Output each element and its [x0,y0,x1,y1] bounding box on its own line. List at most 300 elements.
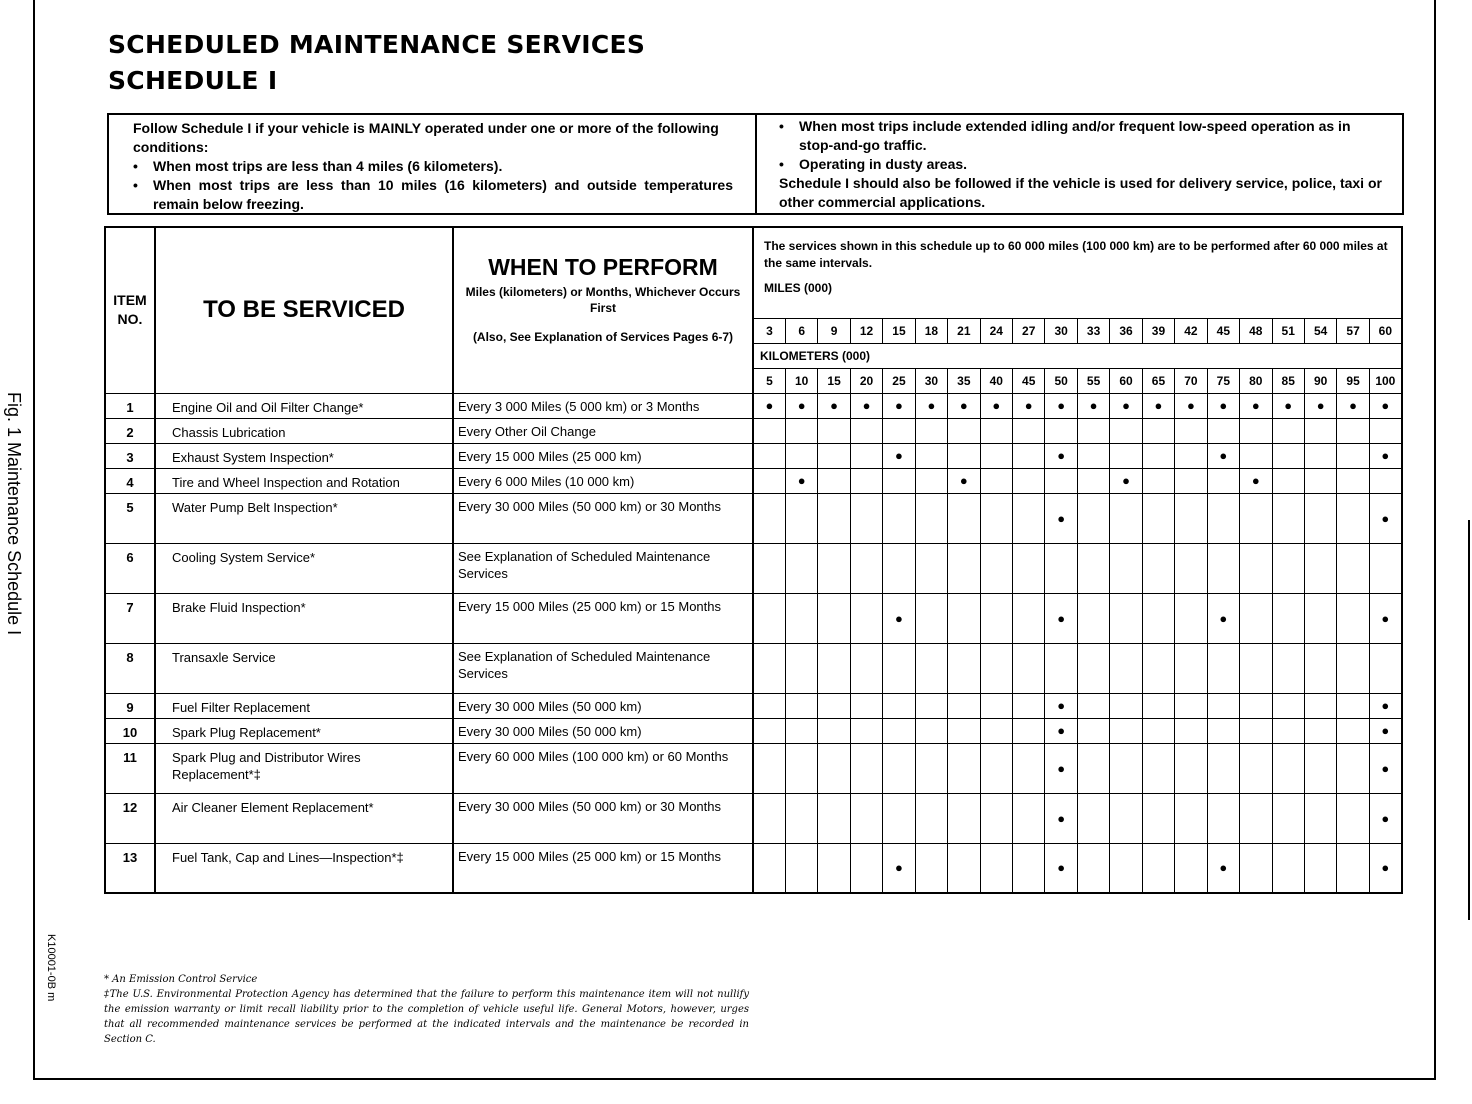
schedule-cell [948,743,980,793]
service-due-mark: ● [1186,398,1195,413]
condition-text: Operating in dusty areas. [799,156,968,172]
schedule-cell [850,468,882,493]
schedule-cell [753,393,785,418]
service-name: Spark Plug and Distributor Wires Replacement*‡ [155,743,453,793]
schedule-cell [1142,393,1174,418]
schedule-cell [1175,843,1207,893]
schedule-cell [980,718,1012,743]
schedule-cell [1207,468,1239,493]
miles-tick: 33 [1077,318,1109,343]
page-frame-left [33,0,35,1080]
service-due-mark: ● [1057,760,1066,776]
condition-text: When most trips are less than 4 miles (6 kilometers). [153,158,503,174]
schedule-cell [883,793,915,843]
schedule-cell [1013,718,1045,743]
schedule-cell [1175,718,1207,743]
service-due-mark: ● [1284,398,1293,413]
kilometers-label: KILOMETERS (000) [753,343,1402,368]
schedule-cell [818,443,850,468]
schedule-cell [753,543,785,593]
schedule-cell [915,543,947,593]
service-interval: Every 6 000 Miles (10 000 km) [453,468,753,493]
service-due-mark: ● [797,398,806,413]
schedule-cell [1175,443,1207,468]
schedule-cell [1013,443,1045,468]
condition-bullet [779,155,1382,174]
schedule-cell [915,643,947,693]
service-name: Chassis Lubrication [155,418,453,443]
schedule-cell [818,493,850,543]
schedule-cell [1240,743,1272,793]
schedule-cell [1175,468,1207,493]
item-number: 12 [105,793,155,843]
schedule-cell [883,443,915,468]
schedule-cell [1240,718,1272,743]
schedule-cell [818,693,850,718]
schedule-cell [753,793,785,843]
item-number: 4 [105,468,155,493]
kilometers-tick: 10 [785,368,817,393]
schedule-cell [1369,643,1402,693]
schedule-cell [850,693,882,718]
service-interval: Every 30 000 Miles (50 000 km) [453,718,753,743]
schedule-cell [1045,468,1077,493]
schedule-cell [1142,593,1174,643]
item-number: 6 [105,543,155,593]
item-number: 9 [105,693,155,718]
schedule-cell [1013,543,1045,593]
item-number: 3 [105,443,155,468]
schedule-cell [1110,468,1142,493]
schedule-cell [1337,468,1369,493]
kilometers-tick: 30 [915,368,947,393]
schedule-cell [1207,693,1239,718]
service-name: Water Pump Belt Inspection* [155,493,453,543]
when-to-perform-subtitle: Miles (kilometers) or Months, Whichever Occurs First [465,285,741,315]
schedule-cell [1207,393,1239,418]
schedule-cell [980,793,1012,843]
service-interval: Every 15 000 Miles (25 000 km) or 15 Months [453,593,753,643]
service-due-mark: ● [1316,398,1325,413]
service-due-mark: ● [1251,398,1260,413]
schedule-cell [1175,593,1207,643]
condition-bullet [133,176,733,214]
schedule-cell [1337,843,1369,893]
service-due-mark: ● [895,398,903,413]
schedule-cell [818,418,850,443]
miles-tick: 24 [980,318,1012,343]
service-due-mark: ● [1381,760,1390,776]
schedule-cell [1077,593,1109,643]
schedule-cell [785,418,817,443]
schedule-cell [818,393,850,418]
schedule-cell [1337,718,1369,743]
service-due-mark: ● [1122,473,1130,488]
service-due-mark: ● [1057,860,1066,876]
service-due-mark: ● [1219,610,1228,626]
page-frame-bottom [33,1078,1436,1080]
table-row [105,743,1402,793]
miles-label: MILES (000) [764,281,833,295]
schedule-cell [1304,743,1336,793]
service-due-mark: ● [895,610,903,626]
conditions-box [107,113,1404,215]
service-name: Transaxle Service [155,643,453,693]
item-number: 13 [105,843,155,893]
schedule-cell [1013,793,1045,843]
schedule-cell [1077,443,1109,468]
schedule-cell [948,693,980,718]
schedule-cell [1142,643,1174,693]
schedule-cell [915,493,947,543]
schedule-cell [1240,693,1272,718]
condition-text: When most trips are less than 10 miles (16 kilometers) and outside temperatures remain below freezing. [153,177,733,212]
schedule-cell [785,643,817,693]
schedule-cell [785,543,817,593]
service-due-mark: ● [797,473,806,488]
page-frame-right [1434,0,1436,1080]
schedule-cell [1110,493,1142,543]
service-interval: Every 60 000 Miles (100 000 km) or 60 Months [453,743,753,793]
schedule-cell [1304,643,1336,693]
schedule-cell [1110,718,1142,743]
schedule-cell [1110,843,1142,893]
schedule-cell [1077,718,1109,743]
miles-tick: 45 [1207,318,1239,343]
kilometers-tick: 5 [753,368,785,393]
schedule-cell [1240,543,1272,593]
schedule-cell [818,843,850,893]
schedule-cell [948,793,980,843]
schedule-cell [1304,418,1336,443]
service-due-mark: ● [1251,473,1260,488]
schedule-cell [1077,643,1109,693]
schedule-cell [1013,418,1045,443]
miles-tick: 9 [818,318,850,343]
service-due-mark: ● [1057,723,1066,738]
schedule-cell [753,718,785,743]
schedule-cell [1013,468,1045,493]
schedule-cell [1013,593,1045,643]
schedule-cell [1045,693,1077,718]
schedule-cell [1175,793,1207,843]
schedule-cell [1110,693,1142,718]
service-interval: Every 30 000 Miles (50 000 km) [453,693,753,718]
schedule-cell [1175,643,1207,693]
service-due-mark: ● [1349,398,1358,413]
schedule-cell [1013,493,1045,543]
service-interval: Every 30 000 Miles (50 000 km) or 30 Months [453,793,753,843]
table-row [105,543,1402,593]
kilometers-tick: 70 [1175,368,1207,393]
footnotes [104,972,749,1047]
schedule-cell [915,743,947,793]
schedule-cell [1207,493,1239,543]
schedule-cell [883,593,915,643]
schedule-title: SCHEDULE I [108,66,278,95]
service-due-mark: ● [927,398,936,413]
service-due-mark: ● [895,448,903,463]
service-due-mark: ● [1381,723,1390,738]
service-name: Fuel Filter Replacement [155,693,453,718]
schedule-cell [1337,543,1369,593]
schedule-cell [915,418,947,443]
schedule-cell [785,793,817,843]
schedule-cell [915,793,947,843]
schedule-cell [1077,418,1109,443]
schedule-cell [1077,468,1109,493]
schedule-cell [1077,543,1109,593]
service-due-mark: ● [895,860,903,876]
schedule-cell [980,393,1012,418]
schedule-cell [1240,593,1272,643]
service-name: Air Cleaner Element Replacement* [155,793,453,843]
schedule-cell [1369,393,1402,418]
service-name: Exhaust System Inspection* [155,443,453,468]
service-due-mark: ● [1122,398,1130,413]
schedule-cell [1337,493,1369,543]
schedule-cell [1369,443,1402,468]
schedule-cell [980,543,1012,593]
schedule-cell [1175,393,1207,418]
schedule-cell [1142,718,1174,743]
schedule-cell [1304,793,1336,843]
schedule-cell [1077,493,1109,543]
schedule-cell [1207,418,1239,443]
schedule-cell [1207,643,1239,693]
schedule-cell [1077,693,1109,718]
schedule-cell [785,718,817,743]
service-due-mark: ● [1219,860,1228,876]
schedule-cell [753,643,785,693]
schedule-cell [1304,593,1336,643]
service-due-mark: ● [992,398,1001,413]
schedule-cell [1337,743,1369,793]
schedule-cell [980,593,1012,643]
schedule-cell [850,543,882,593]
schedule-cell [1272,418,1304,443]
service-due-mark: ● [1381,398,1390,413]
schedule-cell [850,443,882,468]
schedule-cell [1240,643,1272,693]
item-number: 1 [105,393,155,418]
bullet-icon: • [779,118,784,134]
schedule-cell [1142,468,1174,493]
service-interval: See Explanation of Scheduled Maintenance Services [453,643,753,693]
schedule-cell [1240,418,1272,443]
schedule-cell [948,468,980,493]
schedule-cell [1142,743,1174,793]
schedule-cell [850,493,882,543]
schedule-cell [1045,393,1077,418]
schedule-cell [883,393,915,418]
service-name: Brake Fluid Inspection* [155,593,453,643]
kilometers-tick: 35 [948,368,980,393]
schedule-cell [753,493,785,543]
schedule-cell [1337,593,1369,643]
bullet-icon: • [133,158,138,174]
schedule-cell [1304,843,1336,893]
service-due-mark: ● [1089,398,1098,413]
schedule-cell [1369,693,1402,718]
schedule-cell [980,693,1012,718]
kilometers-tick: 20 [850,368,882,393]
schedule-cell [785,693,817,718]
maintenance-schedule-table [104,226,1403,894]
miles-tick: 36 [1110,318,1142,343]
schedule-cell [1369,793,1402,843]
schedule-cell [1110,793,1142,843]
schedule-cell [1240,468,1272,493]
schedule-cell [915,718,947,743]
service-interval: Every 3 000 Miles (5 000 km) or 3 Months [453,393,753,418]
schedule-cell [980,418,1012,443]
item-number: 10 [105,718,155,743]
schedule-cell [1175,493,1207,543]
schedule-cell [1272,793,1304,843]
schedule-cell [785,468,817,493]
schedule-cell [1304,393,1336,418]
schedule-cell [948,593,980,643]
schedule-cell [1369,543,1402,593]
service-due-mark: ● [1057,448,1066,463]
schedule-cell [1110,543,1142,593]
service-due-mark: ● [862,398,871,413]
schedule-cell [1337,793,1369,843]
schedule-cell [1013,743,1045,793]
schedule-cell [948,493,980,543]
schedule-cell [1142,843,1174,893]
schedule-cell [883,543,915,593]
schedule-cell [1142,793,1174,843]
page-title: SCHEDULED MAINTENANCE SERVICES [108,30,646,59]
see-explanation-note: (Also, See Explanation of Services Pages 6-7) [472,330,734,344]
schedule-cell [1337,643,1369,693]
schedule-cell [785,443,817,468]
schedule-cell [948,418,980,443]
schedule-cell [1272,843,1304,893]
schedule-cell [883,418,915,443]
epa-footnote: ‡The U.S. Environmental Protection Agency has determined that the failure to perform this maintenance item will not nullify the emission warranty or limit recall liability prior to the completion of vehicle useful life. General Motors, however, urges that all recommended maintenance services be performed at the indicated intervals and the maintenance be recorded in Section C. [104,989,749,1045]
schedule-cell [1175,743,1207,793]
kilometers-tick: 55 [1077,368,1109,393]
schedule-cell [850,418,882,443]
schedule-cell [1045,718,1077,743]
schedule-cell [1272,468,1304,493]
kilometers-tick: 25 [883,368,915,393]
kilometers-tick: 75 [1207,368,1239,393]
service-name: Fuel Tank, Cap and Lines—Inspection*‡ [155,843,453,893]
miles-tick: 12 [850,318,882,343]
schedule-cell [948,393,980,418]
schedule-cell [1304,468,1336,493]
schedule-note: The services shown in this schedule up to 60 000 miles (100 000 km) are to be performed after 60 000 miles at the same intervals. [764,239,1388,270]
schedule-cell [850,793,882,843]
table-row [105,468,1402,493]
table-row [105,443,1402,468]
kilometers-tick: 40 [980,368,1012,393]
service-interval: Every 15 000 Miles (25 000 km) [453,443,753,468]
schedule-cell [980,643,1012,693]
condition-text: When most trips include extended idling and/or frequent low-speed operation as in stop-and-go traffic. [799,118,1351,153]
schedule-cell [1013,693,1045,718]
kilometers-tick: 100 [1369,368,1402,393]
schedule-cell [1207,718,1239,743]
schedule-cell [818,718,850,743]
schedule-cell [1045,843,1077,893]
table-row [105,793,1402,843]
schedule-cell [948,643,980,693]
schedule-cell [1110,593,1142,643]
schedule-cell [753,743,785,793]
schedule-cell [1337,443,1369,468]
schedule-cell [1272,593,1304,643]
schedule-cell [753,418,785,443]
service-due-mark: ● [765,398,774,413]
schedule-cell [1369,743,1402,793]
miles-tick: 6 [785,318,817,343]
page-edge-mark [1468,520,1470,920]
schedule-cell [1045,543,1077,593]
service-due-mark: ● [1381,448,1390,463]
schedule-cell [1077,743,1109,793]
schedule-cell [948,443,980,468]
schedule-cell [915,443,947,468]
miles-tick: 42 [1175,318,1207,343]
item-number: 11 [105,743,155,793]
schedule-cell [883,718,915,743]
when-to-perform-header [453,227,753,393]
schedule-cell [1272,643,1304,693]
schedule-cell [1240,793,1272,843]
table-row [105,693,1402,718]
service-due-mark: ● [959,398,968,413]
schedule-cell [883,493,915,543]
schedule-cell [915,593,947,643]
bullet-icon: • [779,156,784,172]
miles-tick: 18 [915,318,947,343]
schedule-cell [1110,743,1142,793]
schedule-cell [1272,743,1304,793]
schedule-cell [1304,443,1336,468]
conditions-intro: Follow Schedule I if your vehicle is MAINLY operated under one or more of the following conditions: [133,120,719,155]
item-number: 5 [105,493,155,543]
schedule-cell [1272,443,1304,468]
schedule-cell [1013,393,1045,418]
schedule-cell [1337,393,1369,418]
schedule-cell [818,743,850,793]
schedule-cell [948,718,980,743]
condition-bullet [133,157,733,176]
table-row [105,643,1402,693]
service-due-mark: ● [1219,448,1228,463]
table-row [105,718,1402,743]
schedule-cell [1369,718,1402,743]
schedule-cell [948,843,980,893]
schedule-cell [1142,543,1174,593]
kilometers-tick: 90 [1304,368,1336,393]
schedule-cell [1110,643,1142,693]
schedule-cell [883,643,915,693]
service-name: Spark Plug Replacement* [155,718,453,743]
schedule-cell [1240,393,1272,418]
when-to-perform-title: WHEN TO PERFORM [488,254,718,280]
service-due-mark: ● [1381,510,1390,526]
item-number-header: ITEM NO. [105,227,155,393]
schedule-cell [1272,543,1304,593]
schedule-cell [1045,793,1077,843]
schedule-cell [850,643,882,693]
